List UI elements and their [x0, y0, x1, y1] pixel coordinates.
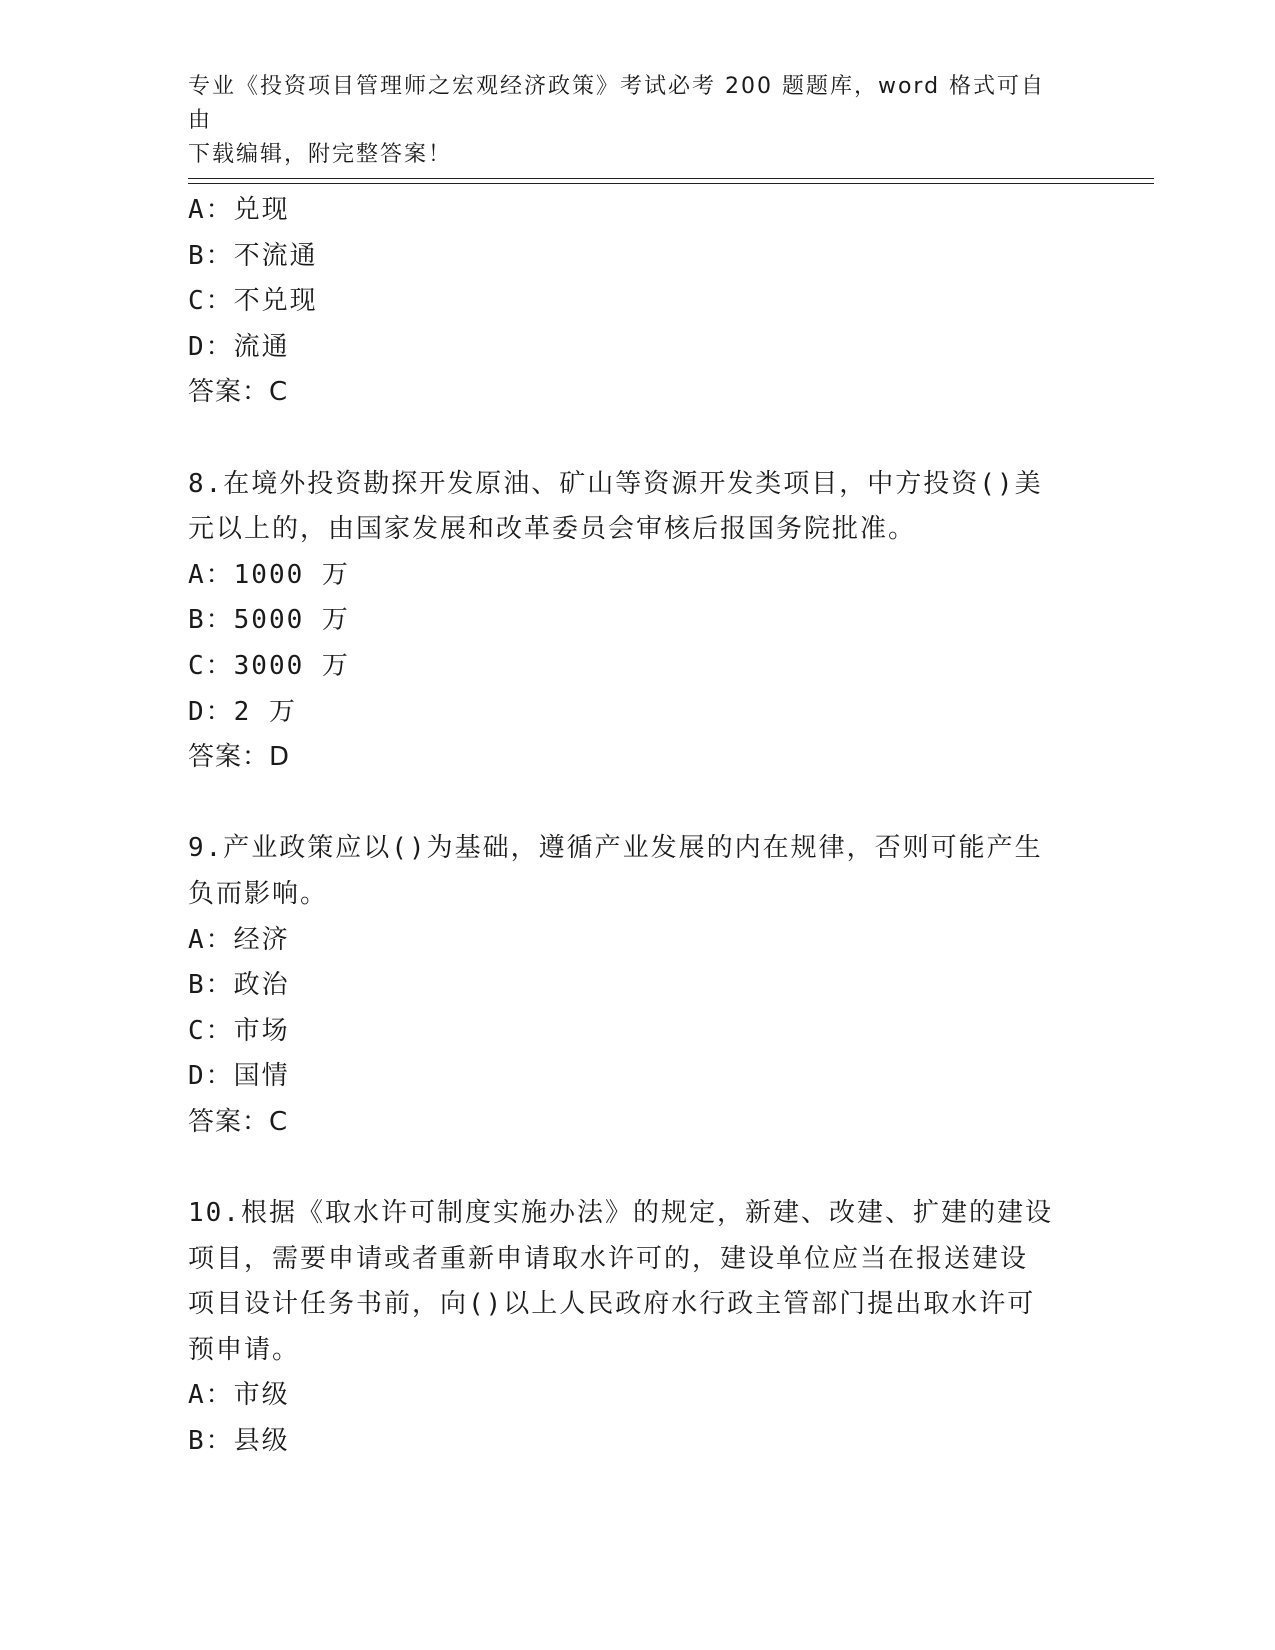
option-b: B：不流通	[188, 240, 318, 271]
question-text	[188, 1191, 1078, 1373]
answer: 答案：C	[188, 1106, 289, 1137]
answer: 答案：C	[188, 377, 289, 408]
question-text-line: 预申请。	[188, 1334, 301, 1365]
option-b: B：5000 万	[188, 605, 350, 636]
option-c: C：不兑现	[188, 286, 318, 317]
header-line-1: 专业《投资项目管理师之宏观经济政策》考试必考 200 题题库，word 格式可自由	[188, 74, 1046, 133]
question-8	[188, 462, 1078, 781]
option-d: D：流通	[188, 331, 290, 362]
option-c: C：市场	[188, 1015, 290, 1046]
option-a: A：1000 万	[188, 559, 350, 590]
question-text-line: 项目，需要申请或者重新申请取水许可的，建设单位应当在报送建设	[188, 1243, 1029, 1274]
document-header	[188, 70, 1068, 172]
header-line-2: 下载编辑，附完整答案！	[188, 142, 453, 167]
option-c: C：3000 万	[188, 650, 350, 681]
question-text-line: 10.根据《取水许可制度实施办法》的规定，新建、改建、扩建的建设	[188, 1198, 1053, 1229]
spacer	[188, 416, 1078, 462]
header-divider-top	[188, 178, 1154, 179]
option-b: B：县级	[188, 1426, 290, 1457]
question-text-line: 8.在境外投资勘探开发原油、矿山等资源开发类项目，中方投资()美	[188, 468, 1043, 499]
option-b: B：政治	[188, 970, 290, 1001]
question-text-line: 元以上的，由国家发展和改革委员会审核后报国务院批准。	[188, 514, 917, 545]
header-divider-bottom	[188, 183, 1154, 184]
answer: 答案：D	[188, 742, 291, 773]
question-9	[188, 826, 1078, 1145]
question-text	[188, 826, 1078, 917]
option-a: A：兑现	[188, 195, 290, 225]
spacer	[188, 1145, 1078, 1191]
option-a: A：市级	[188, 1380, 290, 1411]
question-text	[188, 462, 1078, 553]
option-d: D：国情	[188, 1061, 290, 1092]
question-text-line: 9.产业政策应以()为基础，遵循产业发展的内在规律，否则可能产生	[188, 833, 1043, 864]
question-10	[188, 1191, 1078, 1465]
question-text-line: 项目设计任务书前，向()以上人民政府水行政主管部门提出取水许可	[188, 1289, 1036, 1320]
option-d: D：2 万	[188, 696, 297, 727]
document-body	[188, 188, 1078, 1465]
question-text-line: 负而影响。	[188, 878, 329, 909]
option-a: A：经济	[188, 924, 290, 955]
spacer	[188, 781, 1078, 827]
question-7	[188, 188, 1078, 416]
